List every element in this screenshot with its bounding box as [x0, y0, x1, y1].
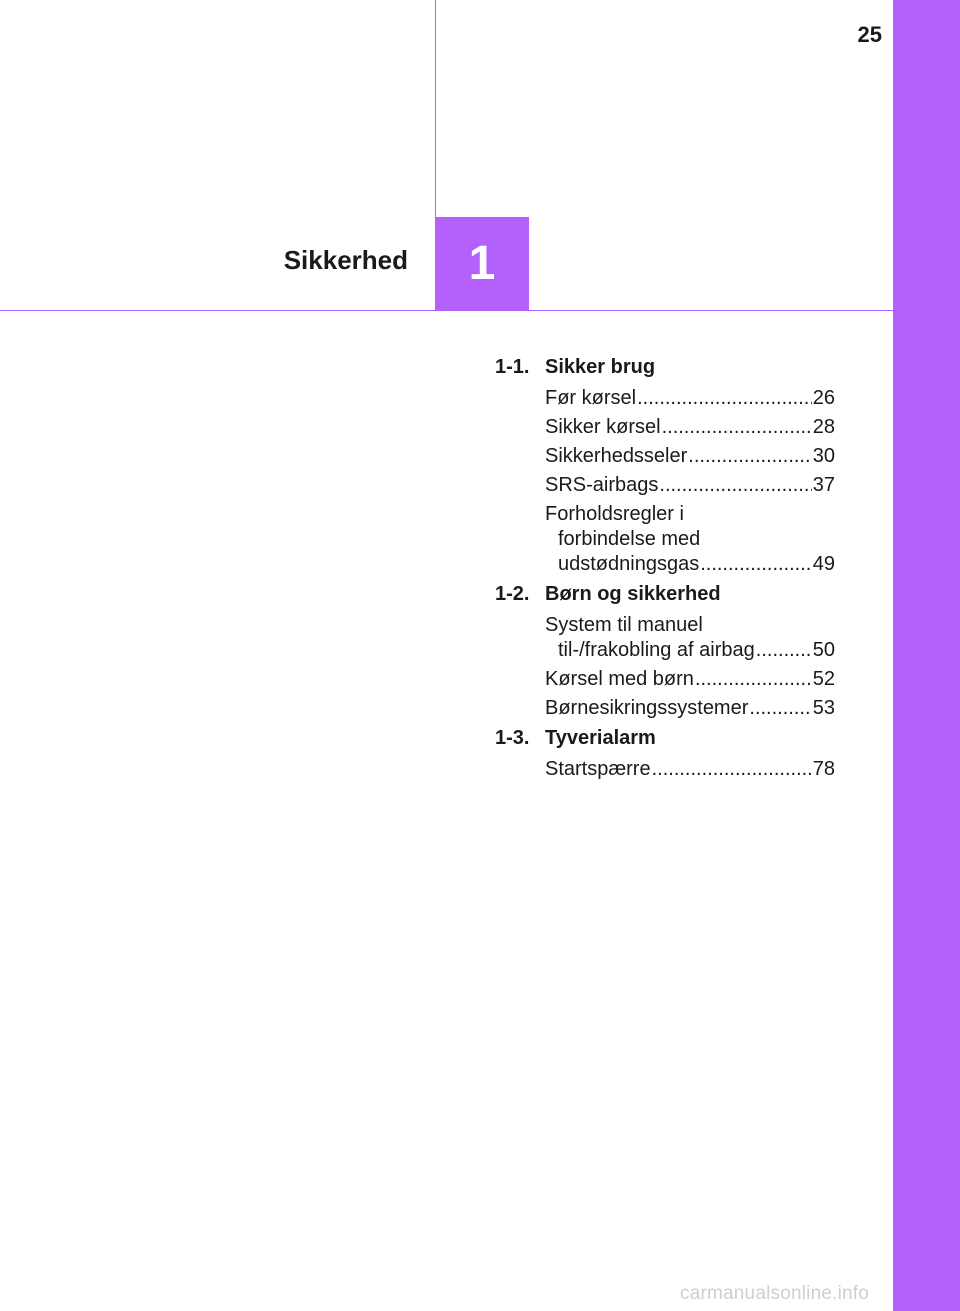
toc-entry[interactable]	[545, 415, 835, 440]
toc-entry[interactable]	[545, 444, 835, 469]
entry-text-line: Forholdsregler i	[545, 503, 684, 525]
entry-leader-row	[545, 473, 835, 498]
entry-title: udstødningsgas	[558, 553, 700, 575]
entry-leader-row	[545, 415, 835, 440]
entry-page-number: 50	[812, 639, 835, 661]
dot-leader	[695, 667, 812, 692]
entry-title: til-/frakobling af airbag	[558, 639, 755, 661]
entry-title: Børnesikringssystemer	[545, 697, 749, 719]
entry-leader-row	[545, 552, 835, 577]
entry-title: Kørsel med børn	[545, 668, 694, 690]
toc-entry[interactable]	[545, 696, 835, 721]
entry-page-number: 30	[812, 445, 835, 467]
dot-leader	[688, 444, 811, 469]
watermark: carmanualsonline.info	[680, 1283, 870, 1304]
entry-leader-row	[545, 757, 835, 782]
chapter-side-tab	[893, 0, 960, 1311]
toc-entry[interactable]	[545, 502, 835, 577]
entry-page-number: 52	[812, 668, 835, 690]
dot-leader	[700, 552, 812, 577]
section-title[interactable]: Tyverialarm	[545, 727, 656, 749]
entry-title: Startspærre	[545, 758, 651, 780]
dot-leader	[652, 757, 812, 782]
toc-entry[interactable]	[545, 386, 835, 411]
table-of-contents	[495, 356, 835, 782]
toc-entry[interactable]	[545, 757, 835, 782]
dot-leader	[637, 386, 812, 411]
chapter-number-box	[435, 217, 529, 311]
dot-leader	[662, 415, 812, 440]
toc-section	[495, 727, 835, 753]
dot-leader	[756, 638, 812, 663]
section-title[interactable]: Børn og sikkerhed	[545, 583, 721, 605]
entry-leader-row	[545, 667, 835, 692]
entry-page-number: 37	[812, 474, 835, 496]
section-number: 1-2.	[495, 583, 530, 605]
toc-section	[495, 583, 835, 609]
section-number: 1-1.	[495, 356, 530, 378]
toc-entry[interactable]	[545, 667, 835, 692]
dot-leader	[749, 696, 811, 721]
entry-leader-row	[545, 696, 835, 721]
chapter-number: 1	[468, 237, 496, 290]
section-number: 1-3.	[495, 727, 530, 749]
vertical-divider	[435, 0, 436, 217]
dot-leader	[659, 473, 811, 498]
entry-leader-row	[545, 386, 835, 411]
entry-text-line: System til manuel	[545, 614, 703, 636]
entry-page-number: 78	[812, 758, 835, 780]
entry-page-number: 28	[812, 416, 835, 438]
entry-page-number: 53	[812, 697, 835, 719]
entry-title: SRS-airbags	[545, 474, 659, 496]
entry-leader-row	[545, 444, 835, 469]
entry-leader-row	[545, 638, 835, 663]
page-number: 25	[857, 22, 882, 47]
toc-entry[interactable]	[545, 613, 835, 663]
entry-text-line: forbindelse med	[558, 528, 701, 550]
entry-title: Før kørsel	[545, 387, 637, 409]
chapter-title: Sikkerhed	[283, 245, 408, 275]
toc-section	[495, 356, 835, 382]
section-title[interactable]: Sikker brug	[545, 356, 656, 378]
entry-title: Sikker kørsel	[545, 416, 661, 438]
entry-title: Sikkerhedsseler	[545, 445, 688, 467]
toc-entry[interactable]	[545, 473, 835, 498]
entry-page-number: 26	[812, 387, 835, 409]
entry-page-number: 49	[812, 553, 835, 575]
